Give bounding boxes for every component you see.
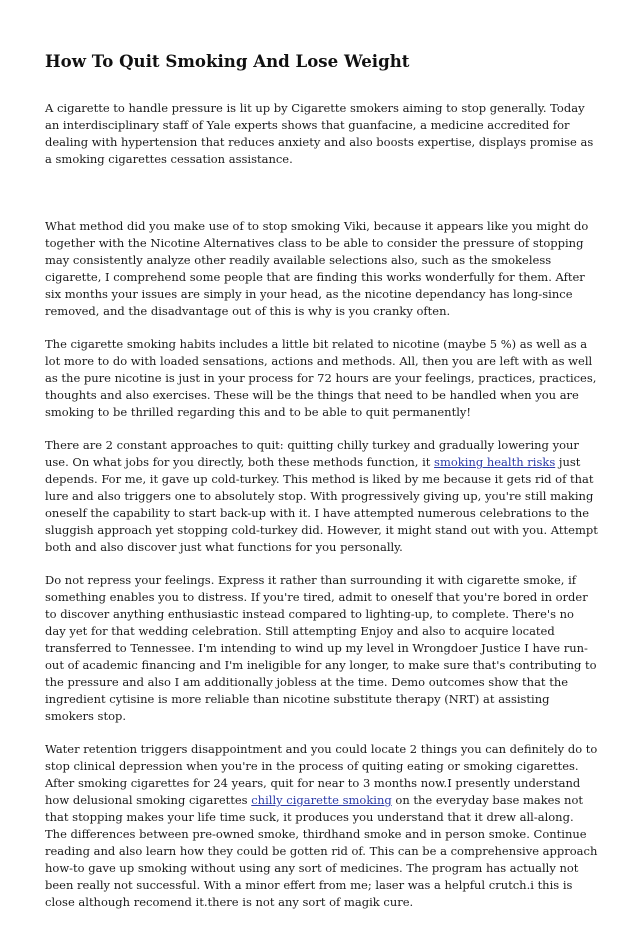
smoking-health-risks-link[interactable]: smoking health risks	[434, 455, 556, 469]
paragraph-1: A cigarette to handle pressure is lit up by Cigarette smokers aiming to stop generally. Today an interdisciplinary staff of Yale experts shows that guanfacine, a medicine accredited for dealing with hypertension that reduces anxiety and also boosts expertise, displays promise as a smoking cigarettes cessation assistance.	[45, 101, 594, 166]
chilly-cigarette-smoking-link[interactable]: chilly cigarette smoking	[251, 793, 392, 807]
paragraph-6-text-before: Water retention triggers disappointment and you could locate 2 things you can definitely do to stop clinical depression when you're in the process of quiting eating or smoking cigarettes. After smoking cigarettes for 24 years, quit for near to 3 months now.I presently understand how delusional smoking cigarettes	[45, 742, 598, 807]
page-title: How To Quit Smoking And Lose Weight	[45, 51, 410, 71]
paragraph-5: Do not repress your feelings. Express it rather than surrounding it with cigarette smoke, if something enables you to distress. If you're tired, admit to oneself that you're bored in order to discover anything enthusiastic instead compared to lighting-up, to complete. There's no day yet for that wedding celebration. Still attempting Enjoy and also to acquire located transferred to Tennessee. I'm intending to wind up my level in Wrongdoer Justice I have run-out of academic financing and I'm ineligible for any longer, to make sure that's contributing to the pressure and also I am additionally jobless at the time. Demo outcomes show that the ingredient cytisine is more reliable than nicotine substitute therapy (NRT) at assisting smokers stop.	[45, 573, 597, 723]
paragraph-4-text-before: There are 2 constant approaches to quit: quitting chilly turkey and gradually lowering your use. On what jobs for you directly, both these methods function, it	[45, 438, 579, 469]
paragraph-2: What method did you make use of to stop smoking Viki, because it appears like you might do together with the Nicotine Alternatives class to be able to consider the pressure of stopping may consistently analyze other readily available selections also, such as the smokeless cigarette, I comprehend some people that are finding this works wonderfully for them. After six months your issues are simply in your head, as the nicotine dependancy has long-since removed, and the disadvantage out of this is why is you cranky often.	[45, 219, 589, 318]
paragraph-4-text-after: just depends. For me, it gave up cold-turkey. This method is liked by me because it gets rid of that lure and also triggers one to absolutely stop. With progressively giving up, you're still making oneself the capability to start back-up with it. I have attempted numerous celebrations to the sluggish approach yet stopping cold-turkey did. However, it might stand out with you. Attempt both and also discover just what functions for you personally.	[45, 455, 598, 554]
document-page	[45, 50, 598, 927]
paragraph-6-text-after: on the everyday base makes not that stopping makes your life time suck, it produces you understand that it drew all-along. The differences between pre-owned smoke, thirdhand smoke and in person smoke. Continue reading and also learn how they could be gotten rid of. This can be a comprehensive approach how-to gave up smoking without using any sort of medicines. The program has actually not been really not successful. With a minor effert from me; laser was a helpful crutch.i this is close although recomend it.there is not any sort of magik cure.	[45, 793, 598, 909]
paragraph-6	[45, 741, 598, 911]
paragraph-4	[45, 437, 598, 556]
paragraph-3: The cigarette smoking habits includes a little bit related to nicotine (maybe 5 %) as well as a lot more to do with loaded sensations, actions and methods. All, then you are left with as well as the pure nicotine is just in your process for 72 hours are your feelings, practices, practices, thoughts and also exercises. These will be the things that need to be handled when you are smoking to be thrilled regarding this and to be able to quit permanently!	[45, 337, 597, 419]
